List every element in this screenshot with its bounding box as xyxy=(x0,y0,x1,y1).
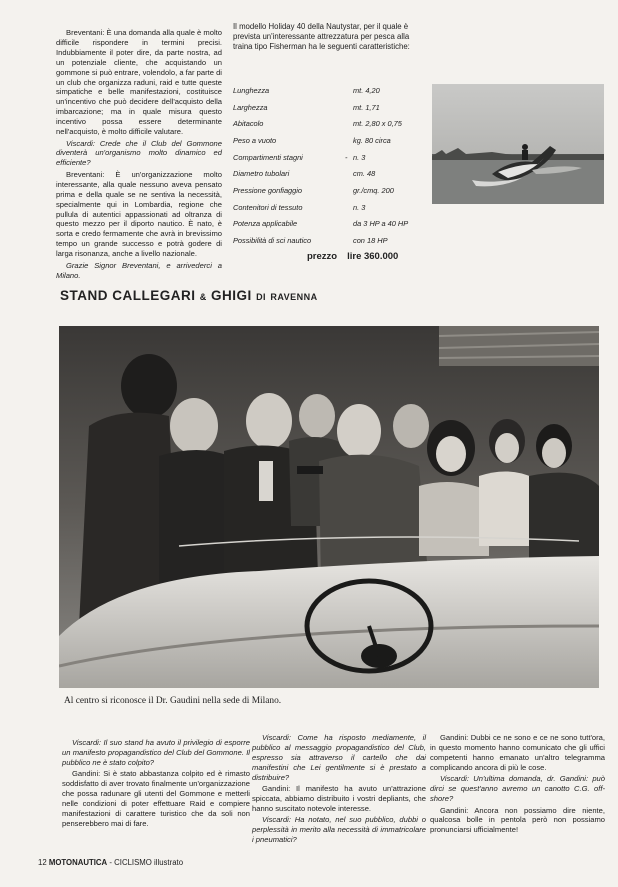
bottom-column-2 xyxy=(252,733,426,847)
spec-value: cm. 48 xyxy=(353,169,376,179)
spec-label: Pressione gonfiaggio xyxy=(233,185,303,195)
spec-row xyxy=(233,199,428,216)
spec-row xyxy=(233,99,428,116)
spec-value: n. 3 xyxy=(353,152,366,162)
spec-row xyxy=(233,82,428,99)
paragraph: Viscardi: Il suo stand ha avuto il privilegio di esporre un manifesto propagandistico del Club del Gommone. Il pubblico ne è stato colpito? xyxy=(62,738,250,767)
spec-label: Compartimenti stagni xyxy=(233,152,303,162)
title-city: RAVENNA xyxy=(270,292,318,302)
price-label: prezzo xyxy=(307,251,338,262)
magazine-name: MOTONAUTICA xyxy=(48,858,108,867)
spec-value: n. 3 xyxy=(353,202,366,212)
spec-row xyxy=(233,115,428,132)
paragraph: Breventani: È una domanda alla quale è molto difficile rispondere in termini precisi. Indubbiamente il poter dire, da parte nostra, ad un potenziale cliente, che acquistando un gommone si può entrare, volendolo, a far parte di un club che organizza raduni, raid e tutte queste simpatiche e belle manifestazioni, costituisce un'incentivo che può decidere dell'acquisto della imbarcazione; ma in quale misura questo incentivo possa essere determinante nell'acquisto, è molto difficile valutare. xyxy=(56,28,222,137)
spec-value: mt. 2,80 x 0,75 xyxy=(353,119,402,129)
spec-label: Abitacolo xyxy=(233,119,264,129)
spec-row xyxy=(233,232,428,249)
title-second: GHIGI xyxy=(211,288,252,303)
title-di: DI xyxy=(256,292,267,302)
paragraph: Viscardi: Come ha risposto mediamente, il pubblico al messaggio propagandistico del Club, espresso sia attraverso il cartello che dai manifestini che Lei gentilmente si è prestato a distribuire? xyxy=(252,733,426,782)
spec-row xyxy=(233,149,428,166)
spec-label: Lunghezza xyxy=(233,85,270,95)
spec-value: mt. 4,20 xyxy=(353,85,380,95)
magazine-sub: CICLISMO illustrato xyxy=(114,858,184,867)
spec-row xyxy=(233,182,428,199)
bottom-column-3 xyxy=(430,733,605,837)
stand-photo xyxy=(59,326,599,688)
specs-table xyxy=(233,82,428,249)
spec-row xyxy=(233,216,428,233)
holiday-intro-text: Il modello Holiday 40 della Nautystar, per il quale è prevista un'interessante attrezzatura per pesca alla traina tipo Fisherman ha le seguenti caratteristiche: xyxy=(233,22,410,52)
spec-row xyxy=(233,132,428,149)
spec-label: Diametro tubolari xyxy=(233,169,290,179)
paragraph: Gandini: Si è stato abbastanza colpito ed è rimasto soddisfatto di aver trovato finalmente un'organizzazione che possa radunare gli utenti del Gommone e metterli nelle condizioni di poter effettuare Raid e compiere manifestazioni di carattere turistico che da soli non penserebbero mai di fare. xyxy=(62,769,250,828)
paragraph: Viscardi: Un'ultima domanda, dr. Gandini: può dirci se quest'anno avremo un canotto C.G. off-shore? xyxy=(430,774,605,804)
left-column-text xyxy=(56,28,222,282)
bottom-column-1 xyxy=(62,738,250,830)
spec-label: Possibilità di sci nautico xyxy=(233,236,312,246)
spec-value: mt. 1,71 xyxy=(353,102,380,112)
price-value: lire 360.000 xyxy=(347,251,399,262)
title-amp: & xyxy=(199,292,207,302)
price-line xyxy=(307,251,398,262)
spec-value: kg. 80 circa xyxy=(353,135,391,145)
paragraph: Gandini: Ancora non possiamo dire niente, qualcosa bolle in pentola però non possiamo pronunciarsi ufficialmente! xyxy=(430,805,605,835)
paragraph: Viscardi: Ha notato, nel suo pubblico, dubbi o perplessità in merito alla necessità di immatricolare i pneumatici? xyxy=(252,815,426,845)
spec-value: da 3 HP a 40 HP xyxy=(353,219,409,229)
paragraph: Grazie Signor Breventani, e arrivederci a Milano. xyxy=(56,260,222,280)
spec-label: Peso a vuoto xyxy=(233,135,277,145)
paragraph: Breventani: È un'organizzazione molto interessante, alla quale nessuno aveva pensato prima e della quale se ne sentiva la necessità, specialmente qui in Lombardia, regione che pullula di autentici appassionati ad oltranza di questo mezzo per il diporto nautico. È nato, è sorta e credo fermamente che avrà in brevissimo tempo un grande successo e potrà godere di larga risonanza, anche a livello nazionale. xyxy=(56,169,222,259)
section-title xyxy=(60,288,318,303)
photo-caption: Al centro si riconosce il Dr. Gaudini nella sede di Milano. xyxy=(64,696,282,706)
paragraph: Gandini: Il manifesto ha avuto un'attrazione spiccata, abbiamo distribuito i vostri depliants, che hanno suscitato notevole interesse. xyxy=(252,784,426,813)
page-number: 12 xyxy=(38,858,47,867)
paragraph: Viscardi: Crede che il Club del Gommone diventerà un'organismo molto dinamico ed efficiente? xyxy=(56,138,222,168)
title-main: STAND CALLEGARI xyxy=(60,288,196,303)
page-footer xyxy=(38,858,183,867)
paragraph: Gandini: Dubbi ce ne sono e ce ne sono tutt'ora, in questo momento hanno comunicato che gli uffici competenti hanno emanato un'altro telegramma complicando ancora di più le cose. xyxy=(430,733,605,772)
spec-value: gr./cmq. 200 xyxy=(353,185,394,195)
spec-row xyxy=(233,165,428,182)
spec-value: con 18 HP xyxy=(353,236,388,246)
footer-sep: - xyxy=(109,858,112,867)
spec-label: Contenitori di tessuto xyxy=(233,202,303,212)
spec-label: Larghezza xyxy=(233,102,268,112)
spec-label: Potenza applicabile xyxy=(233,219,298,229)
boat-photo xyxy=(432,84,604,204)
spec-dash: - xyxy=(345,152,348,162)
